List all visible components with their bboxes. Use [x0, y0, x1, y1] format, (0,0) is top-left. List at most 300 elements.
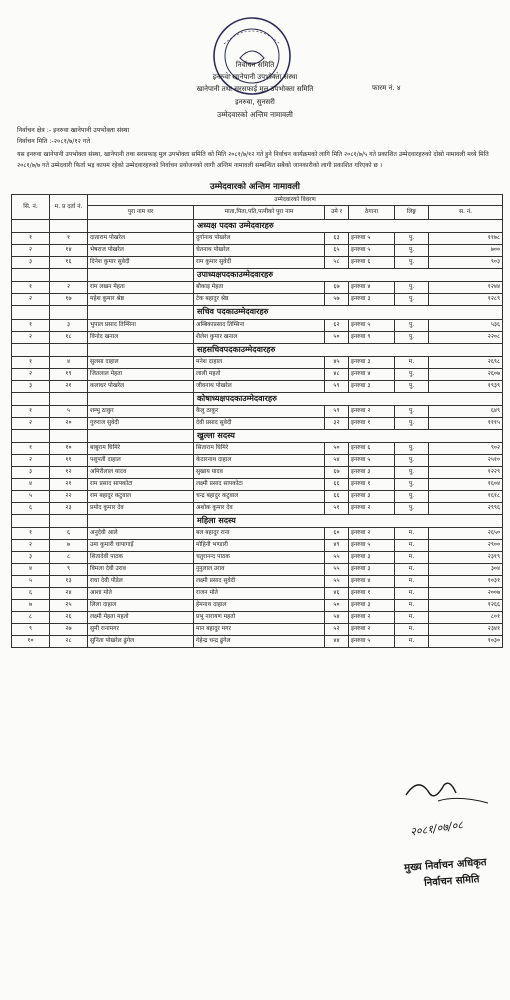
cell-sn: १०: [12, 636, 50, 648]
section-blank-cell: [88, 220, 194, 233]
cell-parent: मोहिनी भण्डारी: [194, 540, 325, 552]
cell-sn: १: [12, 233, 50, 245]
cell-reg: ३: [50, 319, 88, 331]
section-blank-cell: [12, 343, 50, 356]
cell-sn: २: [12, 331, 50, 343]
section-title: अध्यक्ष पदका उम्मेदवारहरु: [194, 220, 503, 233]
header-sn: सि. नं.: [12, 195, 50, 220]
cell-gender: पु.: [395, 282, 429, 294]
cell-reg: २३: [50, 503, 88, 515]
table-row: [12, 528, 503, 540]
cell-sn: १: [12, 528, 50, 540]
cell-address: इनरुवा ५: [349, 540, 395, 552]
cell-parent: टेक बहादुर श्रेष्ठ: [194, 294, 325, 306]
cell-reg: १७: [50, 294, 88, 306]
cell-sn: ६: [12, 588, 50, 600]
cell-ss: २२०८: [429, 331, 503, 343]
cell-gender: पु.: [395, 491, 429, 503]
cell-address: इनरुवा ३: [349, 564, 395, 576]
cell-name: राम प्रसाद सापकोटा: [88, 479, 194, 491]
cell-name: शितादेवी पाठक: [88, 552, 194, 564]
cell-sn: २: [12, 294, 50, 306]
table-row: [12, 479, 503, 491]
cell-ss: १०३१: [429, 576, 503, 588]
cell-name: पशुपती दाहाल: [88, 455, 194, 467]
section-header-row: [12, 220, 503, 233]
committee-name: निर्वाचन समिति: [235, 61, 275, 69]
cell-age: ४५: [325, 356, 349, 368]
cell-address: इनरुवा १: [349, 417, 395, 429]
header-parent: माता,पिता,पति,पत्नीको पुरा नाम: [194, 206, 325, 220]
cell-ss: १११५: [429, 417, 503, 429]
table-row: [12, 455, 503, 467]
header-age: उमे र: [325, 206, 349, 220]
cell-name: विमला देवी उराव: [88, 564, 194, 576]
cell-age: ५५: [325, 576, 349, 588]
table-row: [12, 294, 503, 306]
cell-reg: २०: [50, 417, 88, 429]
cell-age: ५१: [325, 503, 349, 515]
cell-reg: ८: [50, 552, 88, 564]
cell-parent: हेमनाथ दाहाल: [194, 600, 325, 612]
candidate-table: [11, 194, 503, 648]
cell-reg: १९: [50, 368, 88, 380]
section-blank-cell: [50, 392, 88, 405]
cell-gender: पु.: [395, 294, 429, 306]
cell-reg: २८: [50, 636, 88, 648]
cell-ss: २००७: [429, 588, 503, 600]
cell-age: ६३: [325, 233, 349, 245]
cell-parent: केदारनाथ दाहाल: [194, 455, 325, 467]
cell-age: ३२: [325, 417, 349, 429]
cell-ss: २६९८: [429, 356, 503, 368]
table-row: [12, 245, 503, 257]
section-blank-cell: [88, 392, 194, 405]
cell-parent: देवी प्रसाद सुवेदी: [194, 417, 325, 429]
cell-sn: २: [12, 540, 50, 552]
cell-ss: १६०४: [429, 479, 503, 491]
cell-parent: दुर्गानाथ पोखरेल: [194, 233, 325, 245]
cell-gender: म.: [395, 600, 429, 612]
cell-address: इनरुवा २: [349, 503, 395, 515]
table-row: [12, 564, 503, 576]
cell-age: ६६: [325, 479, 349, 491]
table-row: [12, 491, 503, 503]
org-location: इनरुवा, सुनसरी: [235, 98, 275, 106]
cell-sn: ३: [12, 552, 50, 564]
section-blank-cell: [50, 269, 88, 282]
section-blank-cell: [88, 429, 194, 442]
cell-address: इनरुवा १: [349, 588, 395, 600]
cell-gender: पु.: [395, 443, 429, 455]
cell-sn: ५: [12, 576, 50, 588]
cell-reg: ७: [50, 540, 88, 552]
cell-name: आशा मोते: [88, 588, 194, 600]
signature-stamp: [398, 773, 510, 933]
table-row: [12, 319, 503, 331]
section-blank-cell: [12, 392, 50, 405]
committee-label: निर्वाचन समिति: [423, 874, 480, 889]
cell-reg: ११: [50, 455, 88, 467]
cell-reg: १०: [50, 443, 88, 455]
cell-sn: ६: [12, 503, 50, 515]
cell-sn: ७: [12, 600, 50, 612]
section-header-row: [12, 343, 503, 356]
cell-ss: २३४१: [429, 624, 503, 636]
cell-name: दाताराम पोखरेल: [88, 233, 194, 245]
cell-reg: २: [50, 282, 88, 294]
section-blank-cell: [50, 306, 88, 319]
cell-gender: पु.: [395, 257, 429, 269]
cell-gender: म.: [395, 540, 429, 552]
cell-name: सुमी रानामगर: [88, 624, 194, 636]
cell-age: ५०: [325, 443, 349, 455]
cell-name: गुरुराज सुवेदी: [88, 417, 194, 429]
cell-gender: म.: [395, 612, 429, 624]
cell-sn: ३: [12, 380, 50, 392]
section-blank-cell: [50, 429, 88, 442]
table-row: [12, 331, 503, 343]
cell-age: ६६: [325, 491, 349, 503]
section-header-row: [12, 392, 503, 405]
cell-reg: २२: [50, 491, 88, 503]
election-date: निर्वाचन मिति :-२०८१/७/१२ गते: [17, 138, 91, 145]
election-area: निर्वाचन क्षेत्र :- इनरुवा खानेपानी उपभोक्ता संस्था: [17, 127, 130, 134]
cell-gender: पु.: [395, 245, 429, 257]
cell-reg: ६: [50, 528, 88, 540]
cell-age: ४९: [325, 540, 349, 552]
table-row: [12, 467, 503, 479]
cell-age: ५७: [325, 294, 349, 306]
section-blank-cell: [12, 269, 50, 282]
table-row: [12, 257, 503, 269]
cell-reg: १: [50, 233, 88, 245]
cell-name: अनुदेवी आले: [88, 528, 194, 540]
cell-gender: पु.: [395, 233, 429, 245]
cell-sn: ४: [12, 564, 50, 576]
section-header-row: [12, 306, 503, 319]
cell-age: ५४: [325, 612, 349, 624]
cell-address: इनरुवा ५: [349, 233, 395, 245]
cell-ss: ३०४: [429, 564, 503, 576]
cell-gender: म.: [395, 624, 429, 636]
cell-ss: ९०२: [429, 443, 503, 455]
cell-age: ४६: [325, 588, 349, 600]
cell-address: इनरुवा २: [349, 612, 395, 624]
cell-parent: नुनुलाल उराव: [194, 564, 325, 576]
cell-name: उमा कुमारी चापागाइँ: [88, 540, 194, 552]
table-row: [12, 636, 503, 648]
cell-ss: १०३०: [429, 636, 503, 648]
table-row: [12, 417, 503, 429]
cell-reg: १४: [50, 245, 88, 257]
cell-address: इनरुवा ३: [349, 552, 395, 564]
cell-sn: १: [12, 443, 50, 455]
cell-parent: राम कुमार सुवेदी: [194, 257, 325, 269]
cell-age: ५०: [325, 331, 349, 343]
cell-parent: मनेश दाहाल: [194, 356, 325, 368]
cell-sn: ३: [12, 467, 50, 479]
document-title: उम्मेदवारको अन्तिम नामावली: [217, 110, 293, 119]
section-title: खुल्ला सदस्य: [194, 429, 503, 442]
cell-age: ५८: [325, 257, 349, 269]
section-title: कोषाध्यक्षपदकाउम्मेदवारहरु: [194, 392, 503, 405]
section-blank-cell: [88, 343, 194, 356]
cell-parent: अशोक कुमार देव: [194, 503, 325, 515]
cell-gender: पु.: [395, 368, 429, 380]
cell-parent: शैलेश कुमार खनाल: [194, 331, 325, 343]
header-ss: स. नं.: [429, 206, 503, 220]
cell-parent: सिताराम घिमिरे: [194, 443, 325, 455]
cell-parent: कैलु ठाकुर: [194, 405, 325, 417]
table-row: [12, 368, 503, 380]
table-row: [12, 612, 503, 624]
cell-reg: १८: [50, 331, 88, 343]
section-blank-cell: [50, 515, 88, 528]
cell-gender: पु.: [395, 417, 429, 429]
cell-address: इनरुवा ३: [349, 380, 395, 392]
cell-parent: लक्ष्मी प्रसाद सापकोटा: [194, 479, 325, 491]
cell-age: ६७: [325, 282, 349, 294]
cell-ss: ५३६: [429, 319, 503, 331]
cell-name: शम्भु ठाकुर: [88, 405, 194, 417]
cell-parent: लक्ष्मी प्रसाद सुवेदी: [194, 576, 325, 588]
cell-sn: १: [12, 319, 50, 331]
cell-ss: ८०१: [429, 612, 503, 624]
cell-gender: पु.: [395, 319, 429, 331]
cell-gender: म.: [395, 356, 429, 368]
cell-name: महेश कुमार श्रेष्ठ: [88, 294, 194, 306]
cell-parent: लाली महतो: [194, 368, 325, 380]
cell-parent: राजन मोते: [194, 588, 325, 600]
header-details: उम्मेदवारको विवरण: [88, 195, 503, 206]
cell-age: ६७: [325, 467, 349, 479]
cell-reg: २१: [50, 479, 88, 491]
cell-gender: म.: [395, 528, 429, 540]
table-row: [12, 600, 503, 612]
table-row: [12, 576, 503, 588]
cell-name: सुनिता पोखरेल ढुंगेल: [88, 636, 194, 648]
cell-name: प्रमोद कुमार देव: [88, 503, 194, 515]
cell-ss: ६४९: [429, 405, 503, 417]
cell-sn: २: [12, 245, 50, 257]
table-row: [12, 624, 503, 636]
cell-reg: २५: [50, 600, 88, 612]
cell-name: अमिरीलाल यादव: [88, 467, 194, 479]
cell-name: राम लखन मेहता: [88, 282, 194, 294]
cell-name: कलाधर पोखरेल: [88, 380, 194, 392]
cell-parent: चेतनाथ पोखरेल: [194, 245, 325, 257]
cell-name: बाबुराम घिमिरे: [88, 443, 194, 455]
cell-age: ६५: [325, 245, 349, 257]
cell-sn: ८: [12, 612, 50, 624]
header-reg: म. प्र दर्ता नं.: [50, 195, 88, 220]
cell-address: इनरुवा २: [349, 528, 395, 540]
cell-parent: चतुरानन्द पाठक: [194, 552, 325, 564]
cell-sn: ९: [12, 624, 50, 636]
cell-age: ५५: [325, 564, 349, 576]
officer-title: मुख्य निर्वाचन अधिकृत: [403, 857, 487, 874]
cell-name: भुपाल प्रसाद तिम्सिना: [88, 319, 194, 331]
cell-parent: अम्बिकाप्रसाद तिम्सिना: [194, 319, 325, 331]
cell-age: ५४: [325, 455, 349, 467]
cell-gender: म.: [395, 588, 429, 600]
header-name: पुरा नाम थर: [88, 206, 194, 220]
cell-address: इनरुवा ५: [349, 245, 395, 257]
cell-age: ४८: [325, 368, 349, 380]
table-row: [12, 233, 503, 245]
table-row: [12, 443, 503, 455]
cell-address: इनरुवा ५: [349, 319, 395, 331]
header-gender: लिङ्ग: [395, 206, 429, 220]
cell-address: इनरुवा ५: [349, 455, 395, 467]
cell-name: लिला दाहाल: [88, 600, 194, 612]
cell-address: इनरुवा १: [349, 479, 395, 491]
cell-reg: १२: [50, 467, 88, 479]
cell-ss: ९०३: [429, 257, 503, 269]
cell-reg: २४: [50, 588, 88, 600]
section-title: उपाध्यक्षपदकाउम्मेदवारहरु: [194, 269, 503, 282]
cell-sn: ५: [12, 491, 50, 503]
cell-sn: ४: [12, 479, 50, 491]
cell-gender: म.: [395, 636, 429, 648]
section-title: सचिव पदकाउम्मेदवारहरु: [194, 306, 503, 319]
section-blank-cell: [88, 515, 194, 528]
cell-ss: १२२९: [429, 467, 503, 479]
section-blank-cell: [88, 269, 194, 282]
cell-parent: चन्द्र बहादुर कटुवाल: [194, 491, 325, 503]
cell-age: ४४: [325, 636, 349, 648]
cell-name: दिनेश कुमार सुवेदी: [88, 257, 194, 269]
cell-parent: गेहेन्द्र चन्द्र ढुंगेल: [194, 636, 325, 648]
cell-parent: जीवनाथ पोखरेल: [194, 380, 325, 392]
cell-reg: ९: [50, 564, 88, 576]
table-row: [12, 380, 503, 392]
cell-reg: २१: [50, 380, 88, 392]
cell-address: इनरुवा ४: [349, 576, 395, 588]
cell-address: इनरुवा २: [349, 405, 395, 417]
cell-sn: १: [12, 356, 50, 368]
cell-name: जितलाल मेहता: [88, 368, 194, 380]
cell-age: ६२: [325, 319, 349, 331]
cell-ss: २६०७: [429, 368, 503, 380]
section-header-row: [12, 269, 503, 282]
cell-age: ५९: [325, 380, 349, 392]
list-title: उम्मेदवारको अन्तिम नामावली: [210, 182, 300, 192]
cell-address: इनरुवा ६: [349, 257, 395, 269]
cell-address: इनरुवा ६: [349, 443, 395, 455]
cell-age: ६०: [325, 528, 349, 540]
cell-ss: २९००: [429, 540, 503, 552]
notice-paragraph: यस इनरुवा खानेपानी उपभोक्ता संस्था, खानेपानी तथा सरसफाइ मुल उपभोक्ता समिति को मिति २०८१/७/१२ गते हुने निर्वाचन कार्यक्रमको लागि मिति २०८१/७/५ गते प्रकाशित उम्मेदवारहरुको दोस्रो नामावली मध्ये मिति २०८१/७/७ गते उम्मेदवारी फिर्ता भइ कायम रहेको उम्मेदवारहरुको निर्वाचन प्रयोजनको लागी अन्तिम नामावली सम्बन्धित सबैको जानकारीको लागी प्रकाशित गरिएको छ ।: [17, 151, 489, 169]
cell-parent: सुखाय यादव: [194, 467, 325, 479]
cell-reg: ४: [50, 356, 88, 368]
section-blank-cell: [50, 343, 88, 356]
cell-address: इनरुवा ३: [349, 467, 395, 479]
org-name: इनरुवा खानेपानी उपभोक्ता संस्था: [212, 73, 298, 81]
cell-ss: १२८९: [429, 294, 503, 306]
cell-ss: १६१८: [429, 491, 503, 503]
cell-address: इनरुवा ५: [349, 636, 395, 648]
cell-sn: ३: [12, 257, 50, 269]
cell-gender: पु.: [395, 479, 429, 491]
cell-gender: पु.: [395, 503, 429, 515]
cell-age: ५९: [325, 405, 349, 417]
header-address: ठेगाना: [349, 206, 395, 220]
cell-sn: २: [12, 368, 50, 380]
candidate-table-body: [12, 220, 503, 648]
section-title: सहसचिवपदकाउम्मेदवारहरु: [194, 343, 503, 356]
cell-gender: पु.: [395, 467, 429, 479]
cell-name: राम बहादुर कटुवाल: [88, 491, 194, 503]
table-row: [12, 588, 503, 600]
section-title: महिला सदस्य: [194, 515, 503, 528]
cell-address: इनरुवा ३: [349, 600, 395, 612]
cell-gender: म.: [395, 552, 429, 564]
cell-ss: २५१०: [429, 455, 503, 467]
section-header-row: [12, 429, 503, 442]
table-row: [12, 405, 503, 417]
cell-name: राधा देवी पौडेल: [88, 576, 194, 588]
section-blank-cell: [12, 306, 50, 319]
cell-gender: पु.: [395, 380, 429, 392]
cell-reg: २७: [50, 624, 88, 636]
cell-ss: १९३९: [429, 380, 503, 392]
cell-ss: १२६६: [429, 600, 503, 612]
cell-ss: २३१९: [429, 552, 503, 564]
cell-sn: २: [12, 417, 50, 429]
table-row: [12, 356, 503, 368]
cell-parent: मान बहादुर मगर: [194, 624, 325, 636]
table-row: [12, 552, 503, 564]
cell-age: ५५: [325, 552, 349, 564]
cell-reg: १६: [50, 257, 88, 269]
section-header-row: [12, 515, 503, 528]
cell-address: इनरुवा ३: [349, 294, 395, 306]
cell-age: ५२: [325, 624, 349, 636]
org-subname: खानेपानी तथा सरसफाई मुल उपभोक्ता समिति: [196, 85, 314, 93]
cell-ss: ७००: [429, 245, 503, 257]
cell-gender: म.: [395, 576, 429, 588]
cell-parent: प्रभु नारायण महतो: [194, 612, 325, 624]
section-blank-cell: [50, 220, 88, 233]
cell-address: इनरुवा ४: [349, 282, 395, 294]
cell-address: इनरुवा ४: [349, 368, 395, 380]
cell-ss: २९९६: [429, 503, 503, 515]
cell-address: इनरुवा ३: [349, 491, 395, 503]
cell-address: इनरुवा ९: [349, 331, 395, 343]
section-blank-cell: [12, 515, 50, 528]
cell-gender: पु.: [395, 331, 429, 343]
cell-reg: १३: [50, 576, 88, 588]
cell-gender: म.: [395, 564, 429, 576]
section-blank-cell: [88, 306, 194, 319]
table-row: [12, 540, 503, 552]
table-row: [12, 282, 503, 294]
cell-sn: १: [12, 405, 50, 417]
cell-reg: २६: [50, 612, 88, 624]
cell-ss: २६५०: [429, 528, 503, 540]
cell-parent: बल बहादुर राना: [194, 528, 325, 540]
cell-address: इनरुवा ३: [349, 356, 395, 368]
cell-reg: ५: [50, 405, 88, 417]
cell-name: विनोद खनाल: [88, 331, 194, 343]
cell-name: लक्ष्मी मेहता महतो: [88, 612, 194, 624]
cell-name: भेषराज पोखरेल: [88, 245, 194, 257]
cell-ss: १२४४: [429, 282, 503, 294]
cell-sn: २: [12, 455, 50, 467]
table-row: [12, 503, 503, 515]
